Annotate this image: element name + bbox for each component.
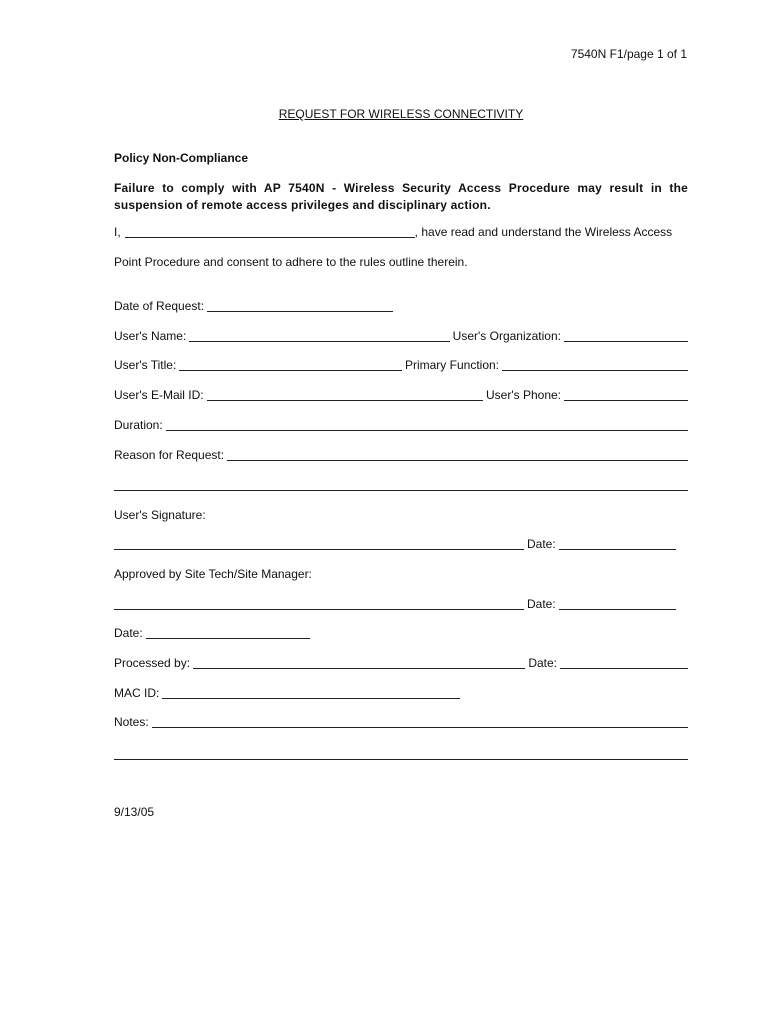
date-of-request-label: Date of Request:	[114, 299, 205, 313]
users-name-row	[114, 329, 688, 344]
date-of-request-field[interactable]	[207, 299, 393, 312]
users-organization-label: User's Organization:	[452, 329, 561, 343]
policy-heading: Policy Non-Compliance	[114, 151, 249, 165]
users-name-field[interactable]	[189, 329, 449, 342]
users-title-row	[114, 358, 688, 373]
approved-by-label: Approved by Site Tech/Site Manager:	[114, 567, 312, 581]
date-field[interactable]	[146, 626, 310, 639]
notes-field-continued[interactable]	[114, 759, 688, 760]
reason-field[interactable]	[227, 448, 688, 461]
processed-by-label: Processed by:	[114, 656, 191, 670]
mac-id-row	[114, 686, 688, 701]
user-name-blank[interactable]	[125, 225, 415, 238]
date-label: Date:	[114, 626, 143, 640]
approval-signature-row	[114, 597, 688, 612]
duration-row	[114, 418, 688, 433]
reason-label: Reason for Request:	[114, 448, 225, 462]
revision-date: 9/13/05	[114, 805, 155, 819]
signature-date-label: Date:	[527, 537, 556, 551]
users-email-field[interactable]	[207, 388, 483, 401]
duration-field[interactable]	[166, 418, 688, 431]
reason-row	[114, 448, 688, 463]
users-email-label: User's E-Mail ID:	[114, 388, 204, 402]
primary-function-label: Primary Function:	[404, 358, 499, 372]
notes-field[interactable]	[152, 715, 688, 728]
statement-line-2: Point Procedure and consent to adhere to the rules outline therein.	[114, 255, 468, 269]
processed-by-row	[114, 656, 688, 671]
users-title-field[interactable]	[179, 358, 402, 371]
approval-signature-field[interactable]	[114, 597, 524, 610]
notes-row	[114, 715, 688, 730]
form-title: REQUEST FOR WIRELESS CONNECTIVITY	[278, 107, 524, 121]
users-signature-row	[114, 537, 688, 552]
statement-suffix: , have read and understand the Wireless Access	[414, 225, 673, 239]
processed-date-field[interactable]	[560, 656, 688, 669]
policy-warning: Failure to comply with AP 7540N - Wireless Security Access Procedure may result in the suspension of remote access privileges and disciplinary action.	[114, 181, 688, 212]
approval-date-label: Date:	[527, 597, 556, 611]
statement-line-1	[114, 225, 688, 240]
mac-id-label: MAC ID:	[114, 686, 160, 700]
mac-id-field[interactable]	[162, 686, 460, 699]
reason-field-continued[interactable]	[114, 490, 688, 491]
primary-function-field[interactable]	[502, 358, 688, 371]
date-row	[114, 626, 688, 641]
users-email-row	[114, 388, 688, 403]
processed-by-field[interactable]	[193, 656, 525, 669]
users-signature-field[interactable]	[114, 537, 524, 550]
duration-label: Duration:	[114, 418, 163, 432]
users-organization-field[interactable]	[564, 329, 688, 342]
users-phone-field[interactable]	[564, 388, 688, 401]
document-id: 7540N F1/page 1 of 1	[570, 47, 687, 61]
users-title-label: User's Title:	[114, 358, 177, 372]
signature-date-field[interactable]	[559, 537, 676, 550]
processed-date-label: Date:	[528, 656, 557, 670]
notes-label: Notes:	[114, 715, 149, 729]
users-phone-label: User's Phone:	[486, 388, 561, 402]
approval-date-field[interactable]	[559, 597, 676, 610]
users-name-label: User's Name:	[114, 329, 187, 343]
statement-prefix: I,	[114, 225, 121, 239]
date-of-request-row	[114, 299, 688, 314]
users-signature-label: User's Signature:	[114, 508, 206, 522]
